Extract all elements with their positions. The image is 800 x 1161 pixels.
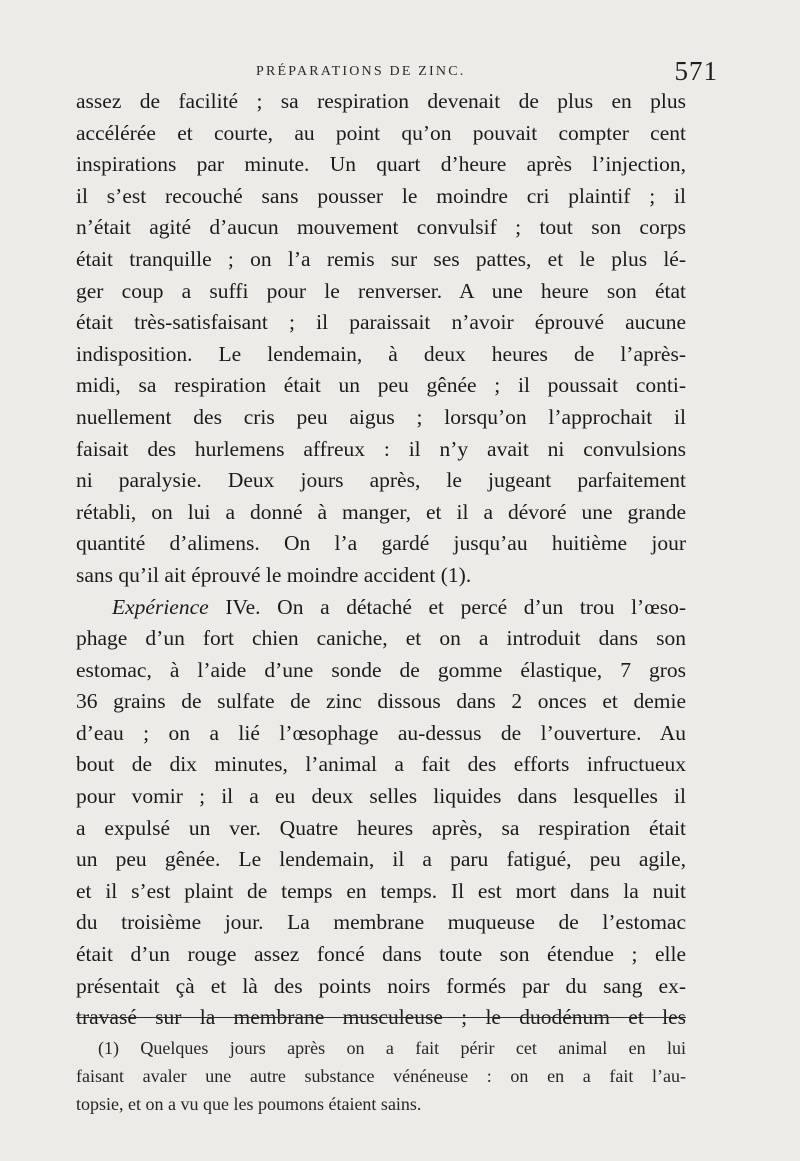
text-line: phage d’un fort chien caniche, et on a introduit dans son bbox=[76, 626, 686, 651]
footnote-rule bbox=[76, 1017, 686, 1018]
text-line: 36 grains de sulfate de zinc dissous dans 2 onces et demie bbox=[76, 689, 686, 714]
text-line: d’eau ; on a lié l’œsophage au-dessus de l’ouverture. Au bbox=[76, 720, 686, 745]
text-line: indisposition. Le lendemain, à deux heures de l’après- bbox=[76, 341, 686, 366]
text-line: un peu gênée. Le lendemain, il a paru fatigué, peu agile, bbox=[76, 847, 686, 872]
text-line: midi, sa respiration était un peu gênée ; il poussait conti- bbox=[76, 373, 686, 398]
text-line: travasé sur la membrane musculeuse ; le duodénum et les bbox=[76, 1005, 686, 1030]
text-line: était d’un rouge assez foncé dans toute son étendue ; elle bbox=[76, 942, 686, 967]
footnote-line: (1) Quelques jours après on a fait périr cet animal en lui bbox=[98, 1038, 686, 1058]
text-line: il s’est recouché sans pousser le moindre cri plaintif ; il bbox=[76, 183, 686, 208]
text-line: pour vomir ; il a eu deux selles liquides dans lesquelles il bbox=[76, 784, 686, 809]
text-line: présentait çà et là des points noirs formés par du sang ex- bbox=[76, 973, 686, 998]
experiment-heading-line bbox=[76, 592, 686, 624]
text-line: et il s’est plaint de temps en temps. Il est mort dans la nuit bbox=[76, 878, 686, 903]
footnote bbox=[76, 1034, 686, 1118]
text-line: accélérée et courte, au point qu’on pouvait compter cent bbox=[76, 120, 686, 145]
text-line: était très-satisfaisant ; il paraissait n’avoir éprouvé aucune bbox=[76, 310, 686, 335]
text-line: sans qu’il ait éprouvé le moindre accident (1). bbox=[76, 562, 472, 587]
text-line: était tranquille ; on l’a remis sur ses pattes, et le plus lé- bbox=[76, 246, 686, 271]
text-line: n’était agité d’aucun mouvement convulsif ; tout son corps bbox=[76, 215, 686, 240]
text-line: ni paralysie. Deux jours après, le jugeant parfaitement bbox=[76, 468, 686, 493]
text-line: faisait des hurlemens affreux : il n’y avait ni convulsions bbox=[76, 436, 686, 461]
footnote-line: faisant avaler une autre substance vénéneuse : on en a fait l’au- bbox=[76, 1066, 686, 1086]
text-line: bout de dix minutes, l’animal a fait des efforts infructueux bbox=[76, 752, 686, 777]
text-line: inspirations par minute. Un quart d’heure après l’injection, bbox=[76, 152, 686, 177]
text-line: a expulsé un ver. Quatre heures après, sa respiration était bbox=[76, 815, 686, 840]
body-text bbox=[76, 86, 686, 1034]
text-line: ger coup a suffi pour le renverser. A une heure son état bbox=[76, 278, 686, 303]
text-line: rétabli, on lui a donné à manger, et il a dévoré une grande bbox=[76, 499, 686, 524]
text-line: quantité d’alimens. On l’a gardé jusqu’au huitième jour bbox=[76, 531, 686, 556]
page-header bbox=[76, 56, 718, 88]
text-line: nuellement des cris peu aigus ; lorsqu’on l’approchait il bbox=[76, 404, 686, 429]
running-title: PRÉPARATIONS DE ZINC. bbox=[256, 64, 466, 79]
text-line: estomac, à l’aide d’une sonde de gomme élastique, 7 gros bbox=[76, 657, 686, 682]
experiment-number: IVe. bbox=[225, 594, 261, 619]
experiment-first-line: On a détaché et percé d’un trou l’œso- bbox=[277, 594, 687, 619]
text-line: du troisième jour. La membrane muqueuse de l’estomac bbox=[76, 910, 686, 935]
footnote-line: topsie, et on a vu que les poumons étaient sains. bbox=[76, 1094, 422, 1114]
text-line: assez de facilité ; sa respiration devenait de plus en plus bbox=[76, 89, 686, 113]
page-number: 571 bbox=[674, 56, 718, 86]
experiment-label: Expérience bbox=[112, 594, 209, 619]
